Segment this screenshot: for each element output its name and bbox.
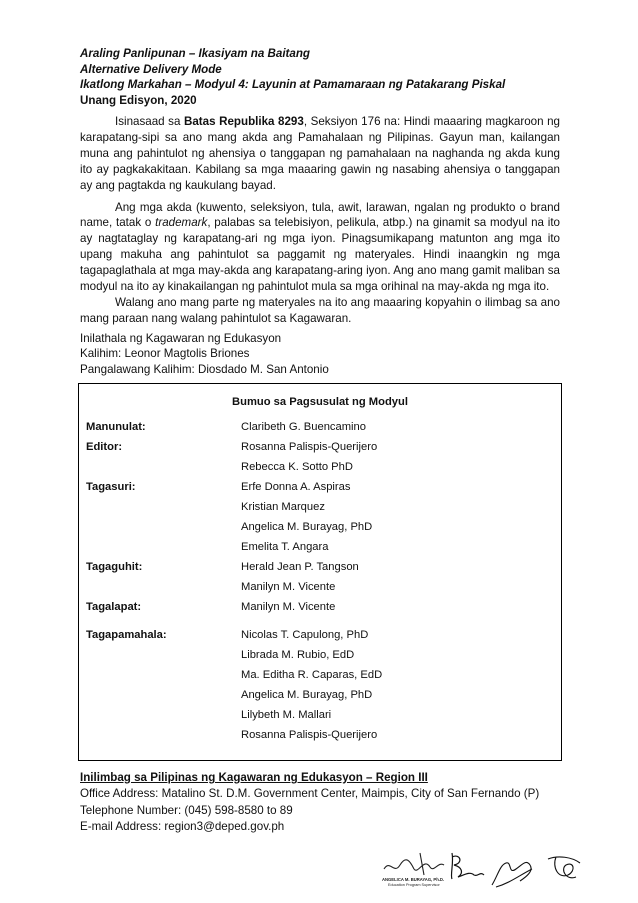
trademark-term: trademark: [155, 216, 208, 230]
signature-1-title: Education Program Supervisor: [388, 883, 440, 887]
role-names: [241, 417, 366, 437]
role-names: [241, 597, 335, 617]
subject-title: Araling Panlipunan – Ikasiyam na Baitang: [80, 47, 311, 60]
printing-info: [80, 770, 560, 836]
team-row-reviewer: [79, 477, 561, 553]
team-member: Emelita T. Angara: [241, 541, 329, 553]
development-team-box: [78, 383, 562, 761]
team-member: Manilyn M. Vicente: [241, 581, 336, 593]
team-member: Kristian Marquez: [241, 501, 325, 513]
copyright-paragraph-1: [80, 114, 560, 194]
role-names: [241, 437, 377, 477]
signature-1-icon: [384, 853, 444, 875]
printed-in-line: Inilimbag sa Pilipinas ng Kagawaran ng Edukasyon – Region III: [80, 771, 428, 784]
team-member: Librada M. Rubio, EdD: [241, 649, 355, 661]
team-member: Manilyn M. Vicente: [241, 601, 336, 613]
copyright-paragraph-3: Walang ano mang parte ng materyales na ito ang maaaring kopyahin o ilimbag sa ano mang paraan nang walang pahintulot sa Kagawaran.: [80, 295, 560, 325]
role-label: Tagapamahala:: [86, 629, 167, 641]
copyright-page: [80, 46, 560, 377]
office-address: Office Address: Matalino St. D.M. Government Center, Maimpis, City of San Fernando (P): [80, 787, 540, 800]
module-title: Ikatlong Markahan – Modyul 4: Layunin at Pamamaraan ng Patakarang Piskal: [80, 78, 506, 91]
role-names: [241, 625, 382, 745]
team-member: Rosanna Palispis-Querijero: [241, 729, 378, 741]
team-member: Nicolas T. Capulong, PhD: [241, 629, 369, 641]
role-names: [241, 477, 372, 557]
team-member: Erfe Donna A. Aspiras: [241, 481, 351, 493]
team-member: Lilybeth M. Mallari: [241, 709, 332, 721]
team-member: Rosanna Palispis-Querijero: [241, 441, 378, 453]
team-member: Herald Jean P. Tangson: [241, 561, 359, 573]
role-names: [241, 557, 359, 597]
signature-4-icon: [548, 857, 580, 878]
team-row-layout: [79, 597, 561, 617]
role-label: Tagaguhit:: [86, 561, 143, 573]
para2-text-end: , palabas sa telebisiyon, pelikula, atbp.) na ginamit sa modyul na ito ay nagtataglay ng karapatang-ari ng mga iyon. Pinagsumikapang matunton ang mga ito upang makuha ang pahintulot sa paggamit ng materyales. Hindi inaangkin ng mga tagapaglathala at mga may-akda ang karapatang-aring iyon. Ang ano mang gamit maliban sa modyul na ito ay kinakailangan ng pahintulot mula sa mga orihinal na may-akda ng mga ito.: [80, 216, 561, 294]
para1-text-end: , Seksiyon 176 na: Hindi maaaring magkaroon ng karapatang-sipi sa ano mang akda ang Pamahalaan ng Pilipinas. Gayun man, kailangan muna ang pahintulot ng ahensiya o tanggapan ng pamahalaan na naghanda ng akda kung ito ay pagkakakitaan. Kabilang sa mga maaaring gawin ng nasabing ahensiya o tanggapan ay ang pagtakda ng kaukulang bayad.: [80, 115, 560, 192]
edition: Unang Edisyon, 2020: [80, 93, 197, 107]
team-row-illustrator: [79, 557, 561, 593]
team-member: Angelica M. Burayag, PhD: [241, 521, 373, 533]
signature-1-name: ANGELICA M. BURAYAG, Ph.D.: [382, 877, 445, 882]
team-member: Claribeth G. Buencamino: [241, 421, 366, 433]
signature-3-icon: [492, 862, 532, 887]
undersecretary-line: Pangalawang Kalihim: Diosdado M. San Antonio: [80, 362, 329, 376]
role-label: Manunulat:: [86, 421, 146, 433]
development-team-title: Bumuo sa Pagsusulat ng Modyul: [232, 396, 408, 408]
signatures-image: [380, 845, 590, 895]
signature-2-icon: [451, 853, 484, 879]
publisher-line: Inilathala ng Kagawaran ng Edukasyon: [80, 331, 282, 345]
email-address: E-mail Address: region3@deped.gov.ph: [80, 820, 285, 833]
role-label: Tagalapat:: [86, 601, 142, 613]
delivery-mode: Alternative Delivery Mode: [80, 62, 222, 76]
telephone-number: Telephone Number: (045) 598-8580 to 89: [80, 803, 293, 817]
para1-text-start: Isinasaad sa: [115, 115, 184, 128]
team-member: Rebecca K. Sotto PhD: [241, 461, 353, 473]
secretary-line: Kalihim: Leonor Magtolis Briones: [80, 347, 250, 361]
copyright-paragraph-2: [80, 200, 560, 295]
law-reference: Batas Republika 8293: [183, 115, 304, 128]
team-row-editor: [79, 437, 561, 473]
role-label: Tagasuri:: [86, 481, 136, 493]
team-member: Ma. Editha R. Caparas, EdD: [241, 669, 383, 681]
para2-text-start: Ang mga akda (kuwento, seleksiyon, tula, awit, larawan, ngalan ng produkto o brand name, tatak o: [80, 200, 560, 230]
team-row-management: [79, 625, 561, 741]
role-label: Editor:: [86, 441, 123, 453]
team-row-writer: [79, 417, 561, 437]
team-member: Angelica M. Burayag, PhD: [241, 689, 373, 701]
